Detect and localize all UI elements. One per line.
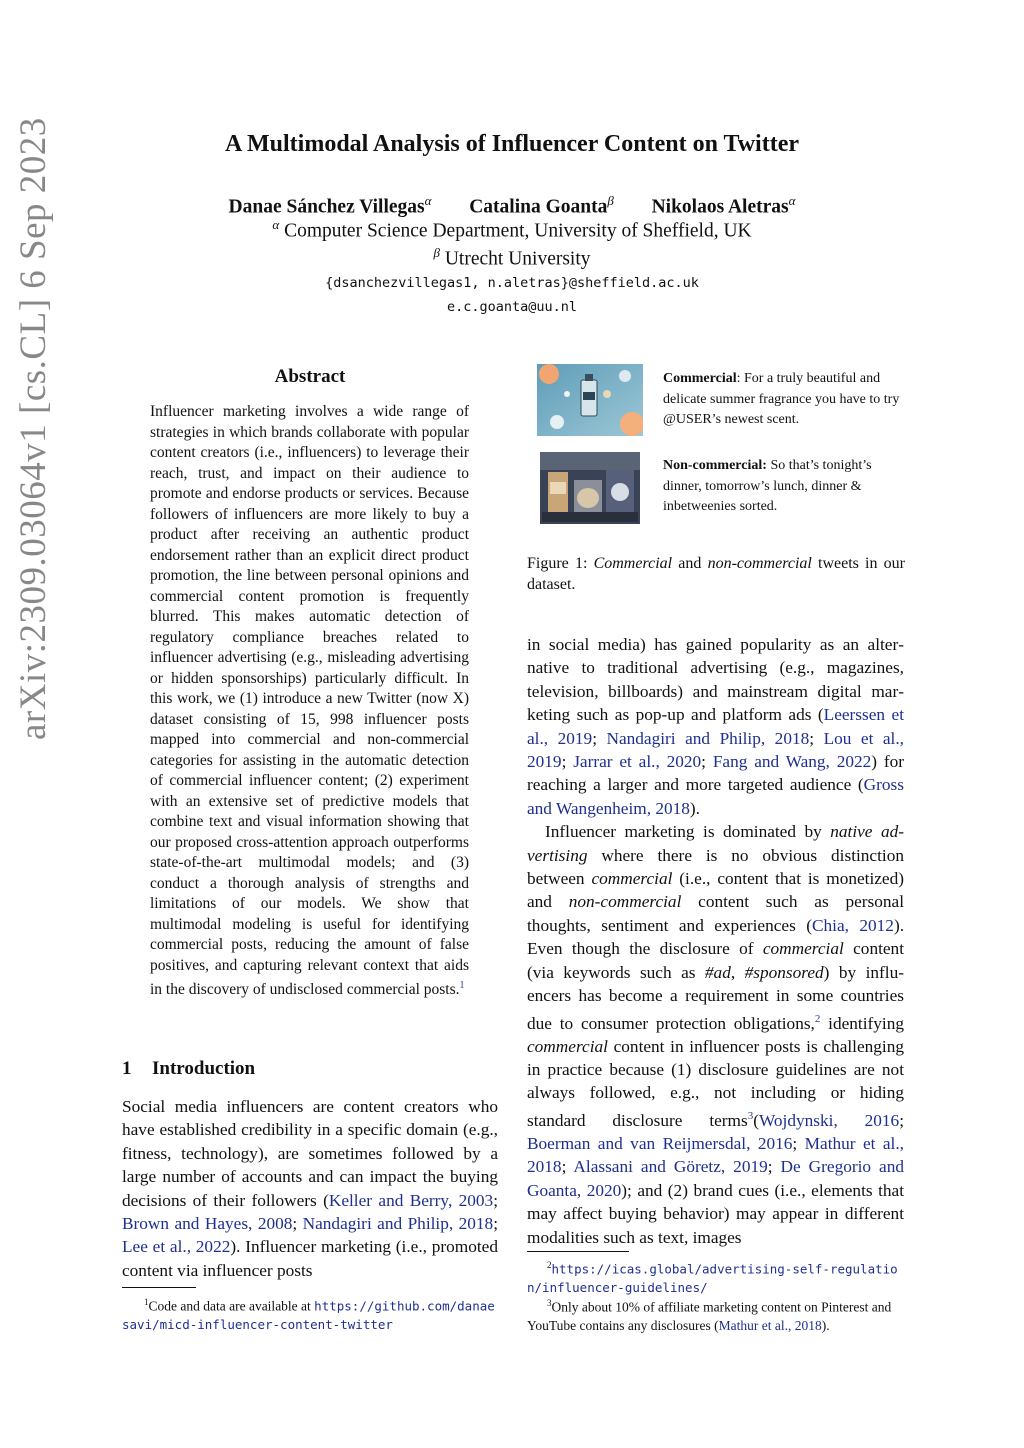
body-text: content (via keywords such as (527, 939, 904, 982)
emphasis: #sponsored (744, 962, 824, 982)
footnote (527, 1294, 907, 1335)
non-commercial-label: Non-commercial: (663, 458, 767, 473)
body-text: ). (689, 798, 700, 818)
body-text: ). Influencer marketing (i.e., promoted content via influencer posts (122, 1237, 498, 1280)
affiliation-name: Computer Science Department, University of Sheffield, UK (284, 220, 752, 242)
abstract-heading: Abstract (274, 366, 346, 387)
non-commercial-tweet-image (540, 452, 640, 524)
commercial-tweet-text (663, 369, 908, 431)
body-text: ) for reaching a larger and more targeted audience ( (527, 752, 904, 795)
abstract-body (150, 402, 469, 1001)
caption-emphasis: Commercial (593, 555, 673, 572)
body-text: in social media) has gained popularity as an alternative to traditional advertising (e.g., magazines, television, billboards) and mainstream digital marketing such as pop-up and platform ads ( (527, 635, 904, 725)
affiliation-mark: α (272, 217, 280, 232)
citation-link[interactable]: Nandagiri and Philip, 2018 (606, 728, 810, 748)
citation-link[interactable]: Jarrar et al., 2020 (573, 752, 702, 772)
citation-link[interactable]: Lee et al., 2022 (122, 1237, 231, 1257)
section-title: Introduction (152, 1058, 256, 1079)
body-text: Influencer marketing is dominated by (545, 822, 831, 842)
author-name: Danae Sánchez Villegas (228, 196, 425, 218)
body-text: content in influencer posts is challenging in practice because (1) disclosure guidelines are not always followed, e.g., not including or hiding standard disclosure terms (527, 1036, 904, 1130)
tweet-text: So that’s tonight’s dinner, tomorrow’s lunch, dinner & inbetweenies sorted. (663, 458, 872, 514)
body-text: content such as personal thoughts, sentiment and experiences ( (527, 892, 904, 935)
email-line: {dsanchezvillegas1, n.aletras}@sheffield.ac.uk (325, 275, 699, 291)
footnote (527, 1256, 907, 1297)
footnote-ref[interactable]: 3 (747, 1109, 754, 1122)
citation-link[interactable]: Nandagiri and Philip, 2018 (302, 1214, 494, 1234)
citation-link[interactable]: Leerssen et al., 2019 (527, 705, 904, 748)
paper-title: A Multimodal Analysis of Influencer Content on Twitter (224, 131, 800, 157)
citation-link[interactable]: De Gregorio and Goanta, 2020 (527, 1157, 905, 1200)
caption-text: tweets in our dataset. (527, 555, 906, 593)
footnote-text: Only about 10% of affiliate marketing content on Pinterest and YouTube contains any disclosures ( (527, 1299, 892, 1333)
footnote-mark: 2 (547, 1260, 552, 1270)
email-line: e.c.goanta@uu.nl (446, 299, 578, 315)
footnote-ref[interactable]: 1 (459, 980, 465, 991)
body-text: , (730, 962, 745, 982)
affiliation-mark: β (433, 245, 440, 260)
commercial-label: Commercial (663, 371, 737, 386)
author-name: Nikolaos Aletras (651, 196, 789, 218)
emphasis: commercial (762, 939, 844, 959)
body-text: (i.e., content that is monetized) and (527, 869, 904, 912)
abstract-text: Influencer marketing involves a wide range of strategies in which brands collaborate with popular content creators (i.e., influencers) to leverage their reach, trust, and impact on their audience to promote and endorse products or services. Because followers of influencers are more likely to buy a product after receiving an authentic product endorsement rather than an explicit direct product promotion, the line between personal opinions and commercial content promotion is frequently blurred. This makes automatic detection of regulatory compliance breaches related to influencer advertising (e.g., misleading advertising or hidden sponsorships) particularly difficult. In this work, we (1) introduce a new Twitter (now X) dataset consisting of 15, 998 influencer posts mapped into commercial and non-commercial categories for assisting in the automatic detection of commercial influencer content; (2) experiment with an extensive set of predictive models that combine text and visual information showing that our proposed cross-attention approach outperforms state-of-the-art multimodal models; and (3) conduct a thorough analysis of strengths and limitations of our models. We show that multimodal modeling is useful for identifying commercial posts, reducing the amount of false positives, and capturing relevant context that aids in the discovery of undisclosed commercial posts. (150, 403, 469, 999)
caption-text: and (672, 555, 708, 572)
body-text: where there is no obvious distinction between (527, 845, 904, 889)
citation-link[interactable]: Alassani and Göretz, 2019 (573, 1157, 768, 1177)
emphasis: commercial (591, 869, 673, 889)
citation-link[interactable]: Mathur et al., 2018 (718, 1317, 822, 1333)
emphasis: #ad (704, 962, 731, 982)
code-url-link[interactable]: https://github.com/danaesavi/micd-influencer-content-twitter (122, 1298, 495, 1332)
perfume-photo-icon (537, 364, 643, 436)
author-mark: α (788, 193, 796, 208)
footnote-rule (527, 1251, 629, 1252)
author-mark: α (424, 193, 432, 208)
citation-link[interactable]: Chia, 2012 (811, 915, 894, 935)
citation-link[interactable]: Gross and Wangenheim, 2018 (527, 775, 904, 818)
body-text: ; (292, 1214, 303, 1234)
intro-paragraph-left (122, 1095, 498, 1282)
citation-link[interactable]: Mathur et al., 2018 (527, 1134, 904, 1177)
body-text: ) by influencers has become a requirement in some countries due to consumer protection obligations, (527, 962, 904, 1033)
citation-link[interactable]: Fang and Wang, 2022 (712, 752, 872, 772)
emphasis: native advertising (527, 822, 905, 865)
citation-link[interactable]: Brown and Hayes, 2008 (122, 1214, 293, 1234)
section-number: 1 (122, 1058, 132, 1079)
affiliation (0, 217, 1024, 243)
food-photo-icon (540, 452, 640, 524)
body-text: Social media influencers are content creators who have established credibility in a specific domain (e.g., fitness, technology), are sometimes followed by a large number of accounts and can impact the buying decisions of their followers ( (122, 1097, 498, 1210)
footnote-text: Code and data are available at (148, 1298, 315, 1314)
author-list (0, 193, 1024, 219)
guidelines-url-link[interactable]: https://icas.global/advertising-self-regulation/influencer-guidelines/ (527, 1261, 898, 1295)
commercial-tweet-image (537, 364, 643, 436)
caption-emphasis: non-commercial (707, 555, 812, 572)
body-text: ; (493, 1214, 498, 1234)
body-text: ); and (2) brand cues (i.e., elements that may affect buying behavior) may appear in different modalities such as text, images (527, 1180, 905, 1247)
citation-link[interactable]: Lou et al., 2019 (527, 728, 904, 772)
body-text: ). Even though the disclosure of (527, 915, 905, 959)
footnote (122, 1293, 500, 1334)
author-mark: β (607, 193, 614, 208)
arxiv-stamp: arXiv:2309.03064v1 [cs.CL] 6 Sep 2023 (13, 117, 54, 740)
body-text: identifying (820, 1013, 905, 1033)
emphasis: commercial (527, 1036, 608, 1056)
citation-link[interactable]: Wojdynski, 2016 (758, 1110, 900, 1130)
section-heading (122, 1058, 255, 1080)
affiliation (0, 245, 1024, 271)
footnote-mark: 3 (547, 1298, 552, 1308)
emphasis: non-commercial (568, 892, 682, 912)
figure-caption (527, 553, 905, 595)
body-text: ; (493, 1190, 498, 1210)
non-commercial-tweet-text (663, 456, 908, 518)
body-text: ( (753, 1110, 759, 1130)
footnote-mark: 1 (144, 1297, 149, 1307)
affiliation-name: Utrecht University (444, 248, 591, 270)
footnote-text: ). (821, 1317, 830, 1333)
intro-paragraph-right: in social media) has gained popularity as an alternative to traditional advertising (e.g., magazines, television, billboards) and mainstream digital marketing such as pop-up and platform ads (Leerssen et al., 2019; Nandagiri and Philip, 2018; Lou et al., 2019; Jarrar et al., 2020; Fang and Wang, 2022) for reaching a larger and more targeted audience (Gross and Wangenheim, 2018). Influencer marketing is dominated by native advertising where there is no obvious distinction between commercial (i.e., content that is monetized) and non-commercial content such as personal thoughts, sentiment and experiences (Chia, 2012). Even though the disclosure of commercial content (via keywords such as #ad, #sponsored) by influencers has become a requirement in some countries due to consumer protection obligations,$^2$ identifying commercial content in influencer posts is challenging in practice because (1) disclosure guidelines are not always followed, e.g., not including or hiding standard disclosure terms$^3$(Wojdynski, 2016; Boerman and van Reijmersdal, 2016; Mathur et al., 2018; Alassani and Göretz, 2019; De Gregorio and Goanta, 2020); and (2) brand cues (i.e., elements that may affect buying behavior) may appear in different modalities such as text, images (527, 635, 905, 1247)
caption-text: Figure 1: (527, 555, 594, 572)
footnote-ref[interactable]: 2 (814, 1012, 821, 1025)
author-name: Catalina Goanta (469, 196, 608, 218)
citation-link[interactable]: Boerman and van Reijmersdal, 2016 (527, 1134, 793, 1154)
footnote-rule (122, 1287, 196, 1288)
citation-link[interactable]: Keller and Berry, 2003 (328, 1190, 494, 1210)
tweet-text: : For a truly beautiful and delicate summer fragrance you have to try @USER’s newest scent. (663, 371, 900, 427)
